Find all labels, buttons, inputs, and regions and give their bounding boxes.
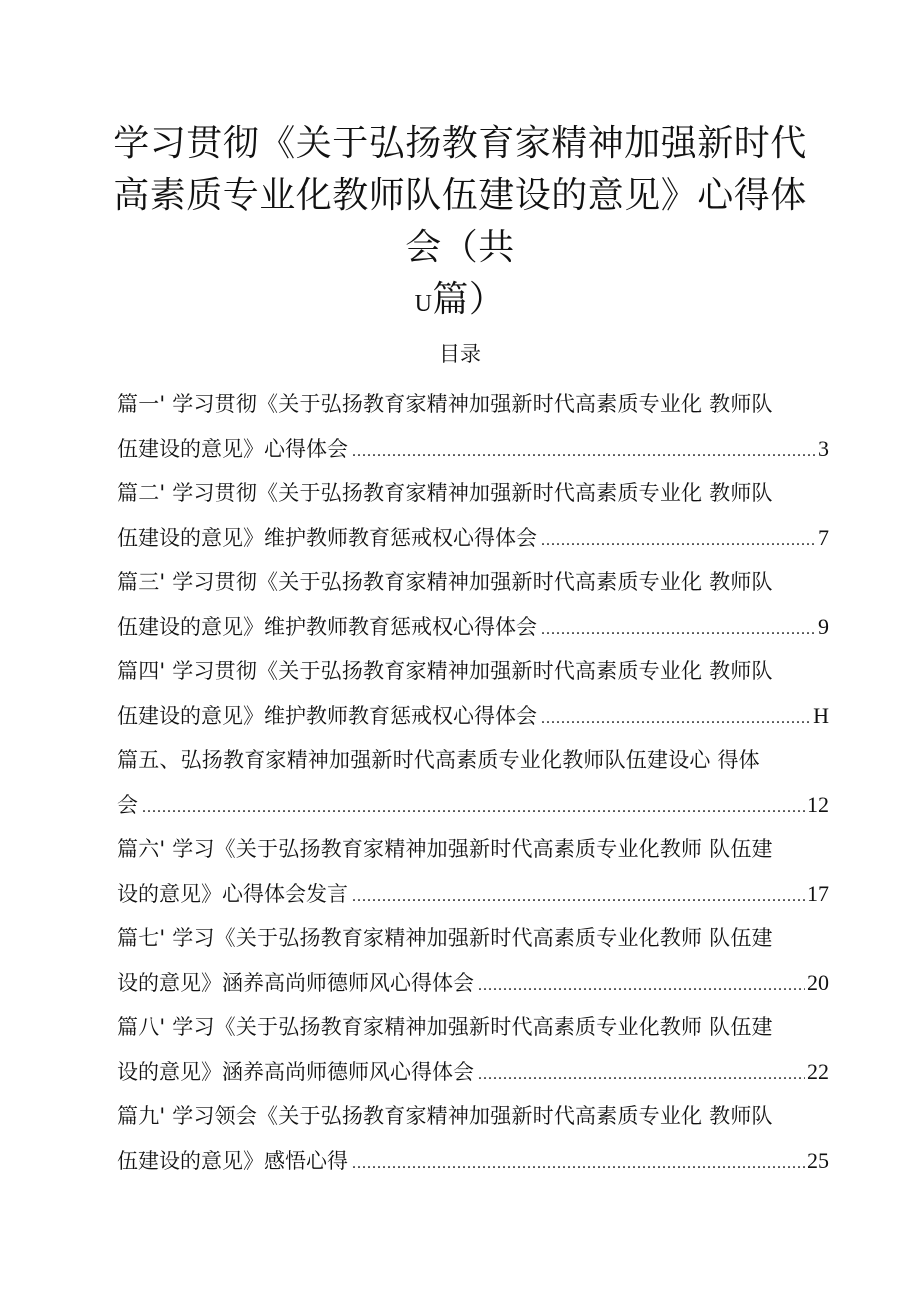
title-tail (110, 274, 810, 330)
toc-entry-title-cont: 设的意见》心得体会发言 (117, 881, 348, 906)
title-main: 学习贯彻《关于弘扬教育家精神加强新时代高素质专业化教师队伍建设的意见》心得体会（共 (113, 123, 807, 268)
dot-leader (352, 875, 805, 917)
toc-entry-title-cont: 伍建设的意见》维护教师教育惩戒权心得体会 (117, 525, 537, 550)
toc-entry[interactable] (117, 471, 829, 560)
toc-entry[interactable] (117, 738, 829, 827)
toc-entry[interactable] (117, 560, 829, 649)
toc-entry[interactable] (117, 649, 829, 738)
toc-entry[interactable] (117, 382, 829, 471)
dot-leader (352, 430, 816, 472)
toc-entry-title: 篇五、弘扬教育家精神加强新时代高素质专业化教师队伍建设心 得体 (117, 748, 760, 772)
table-of-contents (117, 382, 829, 1183)
toc-entry-title: 篇六' 学习《关于弘扬教育家精神加强新时代高素质专业化教师 队伍建 (117, 837, 773, 861)
document-title (110, 118, 810, 330)
toc-page-number: 20 (807, 969, 829, 995)
toc-entry[interactable] (117, 1094, 829, 1183)
toc-entry-title-cont: 伍建设的意见》维护教师教育惩戒权心得体会 (117, 614, 537, 639)
dot-leader (142, 786, 805, 828)
toc-page-number: 12 (807, 791, 829, 817)
toc-heading: 目录 (439, 342, 481, 366)
toc-entry-title-cont: 会 (117, 792, 138, 817)
toc-entry-title-cont: 设的意见》涵养高尚师德师风心得体会 (117, 1059, 474, 1084)
toc-entry-title: 篇八' 学习《关于弘扬教育家精神加强新时代高素质专业化教师 队伍建 (117, 1015, 773, 1039)
toc-entry-title-cont: 设的意见》涵养高尚师德师风心得体会 (117, 970, 474, 995)
toc-page-number: 25 (807, 1147, 829, 1173)
toc-entry-title: 篇三' 学习贯彻《关于弘扬教育家精神加强新时代高素质专业化 教师队 (117, 570, 773, 594)
dot-leader (352, 1142, 805, 1184)
toc-page-number: 3 (818, 435, 829, 461)
toc-entry-title: 篇九' 学习领会《关于弘扬教育家精神加强新时代高素质专业化 教师队 (117, 1104, 773, 1128)
toc-entry[interactable] (117, 916, 829, 1005)
title-tail-letter: U (414, 291, 433, 317)
toc-entry-title-cont: 伍建设的意见》心得体会 (117, 436, 348, 461)
dot-leader (478, 964, 805, 1006)
toc-page-number: H (813, 702, 829, 728)
toc-entry-title: 篇七' 学习《关于弘扬教育家精神加强新时代高素质专业化教师 队伍建 (117, 926, 773, 950)
dot-leader (541, 608, 816, 650)
toc-entry-title: 篇二' 学习贯彻《关于弘扬教育家精神加强新时代高素质专业化 教师队 (117, 481, 773, 505)
toc-page-number: 9 (818, 613, 829, 639)
toc-entry[interactable] (117, 1005, 829, 1094)
toc-page-number: 7 (818, 524, 829, 550)
toc-page-number: 17 (807, 880, 829, 906)
toc-entry[interactable] (117, 827, 829, 916)
toc-entry-title-cont: 伍建设的意见》感悟心得 (117, 1148, 348, 1173)
title-tail-end: 篇） (432, 279, 506, 320)
dot-leader (541, 697, 811, 739)
dot-leader (541, 519, 816, 561)
toc-entry-title-cont: 伍建设的意见》维护教师教育惩戒权心得体会 (117, 703, 537, 728)
dot-leader (478, 1053, 805, 1095)
toc-entry-title: 篇四' 学习贯彻《关于弘扬教育家精神加强新时代高素质专业化 教师队 (117, 659, 773, 683)
toc-page-number: 22 (807, 1058, 829, 1084)
toc-entry-title: 篇一' 学习贯彻《关于弘扬教育家精神加强新时代高素质专业化 教师队 (117, 392, 773, 416)
